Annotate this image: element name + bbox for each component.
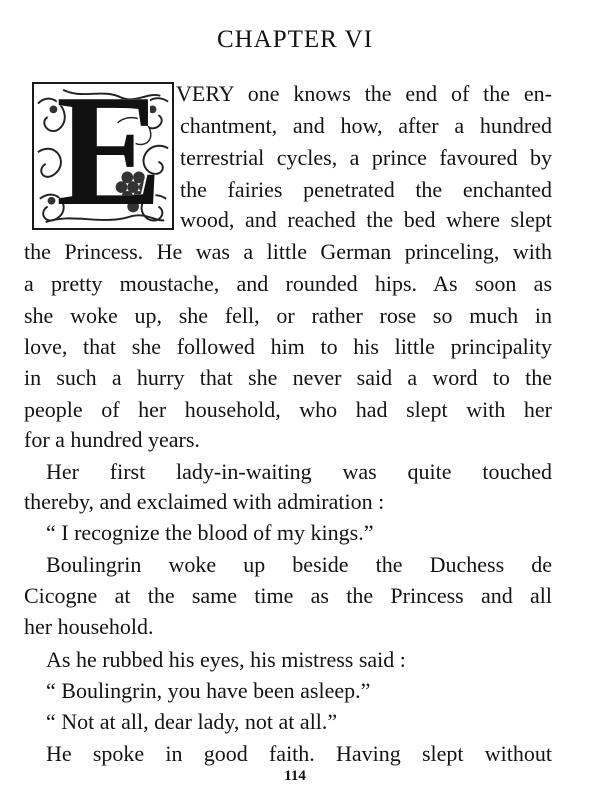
text-line: the fairies penetrated the enchanted <box>180 177 552 202</box>
drop-cap-ornament <box>32 82 174 230</box>
text-line: As he rubbed his eyes, his mistress said : <box>46 647 406 672</box>
text-line: for a hundred years. <box>24 427 200 452</box>
text-line: Boulingrin woke up beside the Duchess de <box>46 552 552 577</box>
text-line: she woke up, she fell, or rather rose so much in <box>24 303 552 328</box>
text-line: “ Not at all, dear lady, not at all.” <box>46 709 338 734</box>
drop-cap-letter: E <box>56 82 163 230</box>
text-line: chantment, and how, after a hundred <box>180 113 552 138</box>
text-line: wood, and reached the bed where slept <box>180 207 552 232</box>
text-line: Cicogne at the same time as the Princess and all <box>24 583 552 608</box>
text-line: “ I recognize the blood of my kings.” <box>46 520 374 545</box>
text-line: Her first lady-in-waiting was quite touched <box>46 459 552 484</box>
text-line: love, that she followed him to his little principality <box>24 334 552 359</box>
text-line: “ Boulingrin, you have been asleep.” <box>46 678 371 703</box>
text-line: VERY one knows the end of the en- <box>176 81 552 106</box>
text-line: in such a hurry that she never said a word to the <box>24 365 552 390</box>
text-line: the Princess. He was a little German princeling, with <box>24 239 552 264</box>
text-line: a pretty moustache, and rounded hips. As soon as <box>24 271 552 296</box>
text-line: terrestrial cycles, a prince favoured by <box>180 145 552 170</box>
chapter-title: CHAPTER VI <box>216 26 374 53</box>
text-line: thereby, and exclaimed with admiration : <box>24 489 385 514</box>
text-line: her household. <box>24 614 154 639</box>
text-line: He spoke in good faith. Having slept without <box>46 741 552 766</box>
text-line: people of her household, who had slept with her <box>24 397 552 422</box>
page-number: 114 <box>284 768 306 784</box>
